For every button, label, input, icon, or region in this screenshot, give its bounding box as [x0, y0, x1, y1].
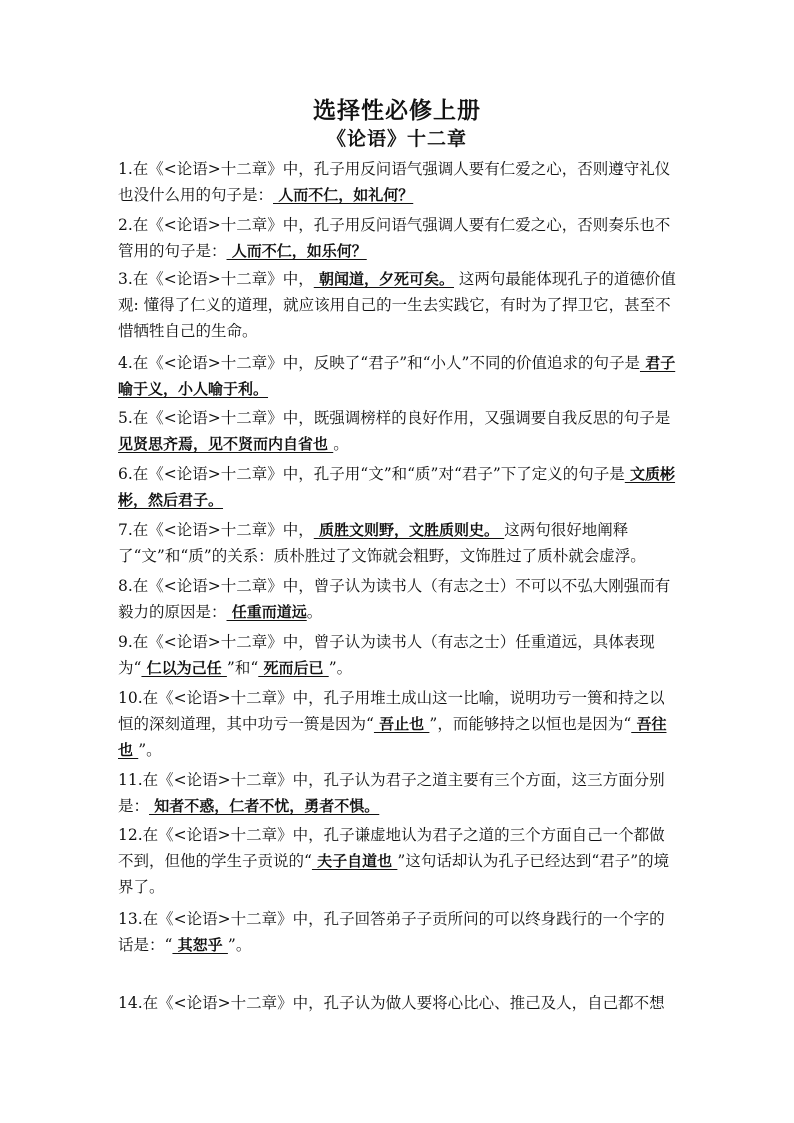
answer-blank: 知者不惑，仁者不忧，勇者不惧。 — [149, 797, 380, 815]
question-text: 7.在《<论语>十二章》中， — [118, 521, 314, 539]
answer-blank: 人而不仁，如乐何？ — [226, 242, 367, 260]
document-title: 选择性必修上册 — [313, 97, 481, 124]
question-text-mid: ”和“ — [226, 659, 259, 677]
answer-blank: 文质彬彬，然后君子。 — [118, 465, 676, 509]
answer-blank: 君子喻于义，小人喻于利。 — [118, 354, 676, 398]
question-text: 9.在《<论语>十二章》中，曾子认为读书人（有志之士）任重道远，具体表现为“ — [118, 633, 655, 677]
question-text: 3.在《<论语>十二章》中， — [118, 270, 314, 288]
question-text: 10.在《<论语>十二章》中，孔子用堆土成山这一比喻，说明功亏一篑和持之以恒的深刻道理，其中功亏一篑是因为“ — [118, 689, 665, 733]
question-6 — [118, 461, 678, 513]
question-text: 4.在《<论语>十二章》中，反映了“君子”和“小人”不同的价值追求的句子是 — [118, 354, 640, 372]
question-text: 11.在《<论语>十二章》中，孔子认为君子之道主要有三个方面，这三方面分别是： — [118, 771, 665, 815]
question-7 — [118, 517, 678, 569]
question-text-end: 。 — [306, 603, 323, 621]
question-3 — [118, 266, 678, 344]
question-11 — [118, 767, 678, 819]
question-1 — [118, 156, 678, 208]
answer-blank: 其恕乎 — [172, 936, 228, 954]
answer-blank: 夫子自道也 — [311, 852, 398, 870]
question-text-end: ”。 — [138, 741, 162, 759]
question-text-cont: 这两句最能体现孔子的道德价值观: 懂得了仁义的道理，就应该用自己的一生去实践它，有时为了捍卫它，甚至不惜牺牲自己的生命。 — [118, 270, 676, 340]
question-4 — [118, 350, 678, 402]
answer-blank-1: 吾止也 — [373, 715, 430, 733]
question-text: 6.在《<论语>十二章》中，孔子用“文”和“质”对“君子”下了定义的句子是 — [118, 465, 625, 483]
answer-blank-1: 仁以为己任 — [141, 659, 227, 677]
question-text-cont: ”这句话却认为孔子已经达到“君子”的境界了。 — [118, 852, 670, 896]
question-text: 5.在《<论语>十二章》中，既强调榜样的良好作用，又强调要自我反思的句子是 — [118, 409, 671, 427]
question-2 — [118, 212, 678, 264]
question-9 — [118, 629, 678, 681]
question-13 — [118, 906, 678, 958]
question-text-cont: ”。 — [227, 936, 252, 954]
document-subtitle: 《论语》十二章 — [326, 128, 467, 150]
answer-blank-2: 死而后已 — [258, 659, 329, 677]
answer-blank-2: 吾往也 — [118, 715, 667, 759]
question-text: 13.在《<论语>十二章》中，孔子回答弟子子贡所问的可以终身践行的一个字的话是：“ — [118, 910, 665, 954]
question-text-end: ”。 — [328, 659, 353, 677]
answer-blank: 朝闻道，夕死可矣。 — [313, 270, 454, 288]
question-10 — [118, 685, 678, 763]
answer-blank: 人而不仁，如礼何？ — [273, 186, 414, 204]
question-text-end: 。 — [333, 435, 349, 453]
question-text: 8.在《<论语>十二章》中，曾子认为读书人（有志之士）不可以不弘大刚强而有毅力的原因是： — [118, 577, 671, 621]
answer-blank: 质胜文则野，文胜质则史。 — [313, 521, 505, 539]
question-12 — [118, 822, 678, 900]
question-text-mid: ”，而能够持之以恒也是因为“ — [429, 715, 632, 733]
question-text: 2.在《<论语>十二章》中，孔子用反问语气强调人要有仁爱之心，否则奏乐也不管用的句子是： — [118, 216, 671, 260]
question-text-cont: 这两句很好地阐释了“文”和“质”的关系：质朴胜过了文饰就会粗野，文饰胜过了质朴就会虚浮。 — [118, 521, 646, 565]
question-5 — [118, 405, 678, 457]
question-text: 12.在《<论语>十二章》中，孔子谦虚地认为君子之道的三个方面自己一个都做不到，但他的学生子贡说的“ — [118, 826, 665, 870]
question-14 — [118, 990, 678, 1016]
question-text: 1.在《<论语>十二章》中，孔子用反问语气强调人要有仁爱之心，否则遵守礼仪也没什么用的句子是： — [118, 160, 671, 204]
question-text: 14.在《<论语>十二章》中，孔子认为做人要将心比心、推己及人，自己都不想 — [118, 994, 665, 1012]
answer-blank: 见贤思齐焉，见不贤而内自省也 — [118, 435, 334, 453]
question-8 — [118, 573, 678, 625]
answer-blank: 任重而道远 — [226, 603, 307, 621]
